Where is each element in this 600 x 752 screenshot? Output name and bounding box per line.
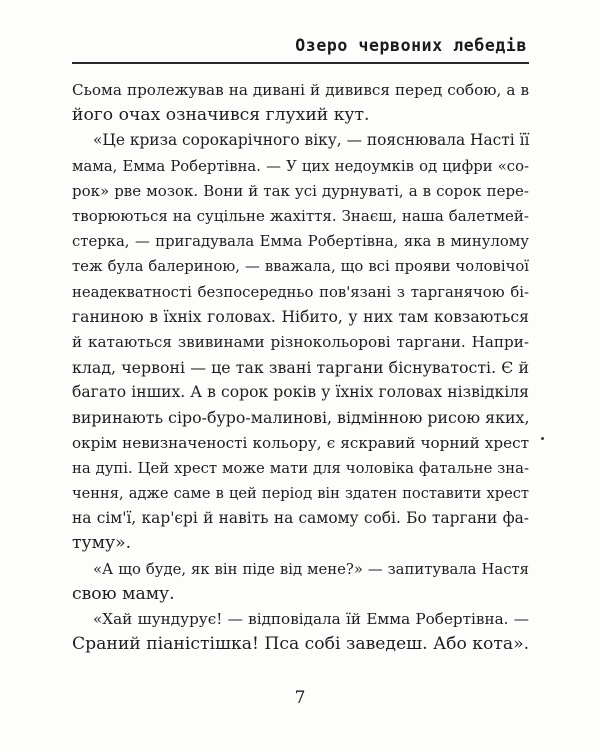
text-line: його очах означився глухий кут. [72,105,370,126]
running-head: Озеро червоних лебедів [295,36,527,55]
text-line: «Хай шундурує! — відповідала їй Емма Робертівна. — [93,609,529,628]
text-line: теж була балериною, — вважала, що всі прояви чоловічої [72,258,529,276]
text-line: Сьома пролежував на дивані й дивився перед собою, а в [72,81,529,99]
print-speck [541,437,544,440]
text-line: неадекватності безпосередньо пов'язані з тарганячою бі- [72,283,529,301]
text-line: рок» рве мозок. Вони й так усі дурнуваті, а в сорок пере- [72,181,529,200]
body-text [72,78,529,657]
header-rule [72,62,529,64]
text-line: творюються на суцільне жахіття. Знаєш, наша балетмей- [72,206,529,225]
text-line: на сім'ї, кар'єрі й навіть на самому собі. Бо таргани фа- [72,509,529,528]
page-number: 7 [294,688,306,708]
text-line: чення, адже саме в цей період він здатен поставити хрест [72,485,529,502]
text-line: «А що буде, як він піде від мене?» — запитувала Настя [93,560,529,578]
text-line: мама, Емма Робертівна. — У цих недоумків од цифри «со- [72,157,529,175]
text-line: на дупі. Цей хрест може мати для чоловіка фатальне зна- [72,459,529,477]
text-line: «Це криза сорокарічного віку, — пояснювала Насті її [93,131,530,150]
text-line: клад, червоні — це так звані таргани біснуватості. Є й [72,358,529,378]
text-line: багато інших. А в сорок років у їхніх головах нізвідкіля [72,383,529,402]
text-line: стерка, — пригадувала Емма Робертівна, яка в минулому [72,233,529,251]
text-line: свою маму. [72,583,175,604]
text-line: Сраний піаністішка! Пса собі заведеш. Або кота». [72,634,530,655]
text-line: ганиною в їхніх головах. Нібито, у них там ковзаються [72,307,529,326]
text-line: й катаються звивинами різнокольорові таргани. Напри- [72,332,529,351]
text-line: туму». [72,533,132,554]
text-line: окрім невизначеності кольору, є яскравий чорний хрест [72,433,529,452]
text-line: виринають сіро-буро-малинові, відмінною рисою яких, [72,408,530,428]
